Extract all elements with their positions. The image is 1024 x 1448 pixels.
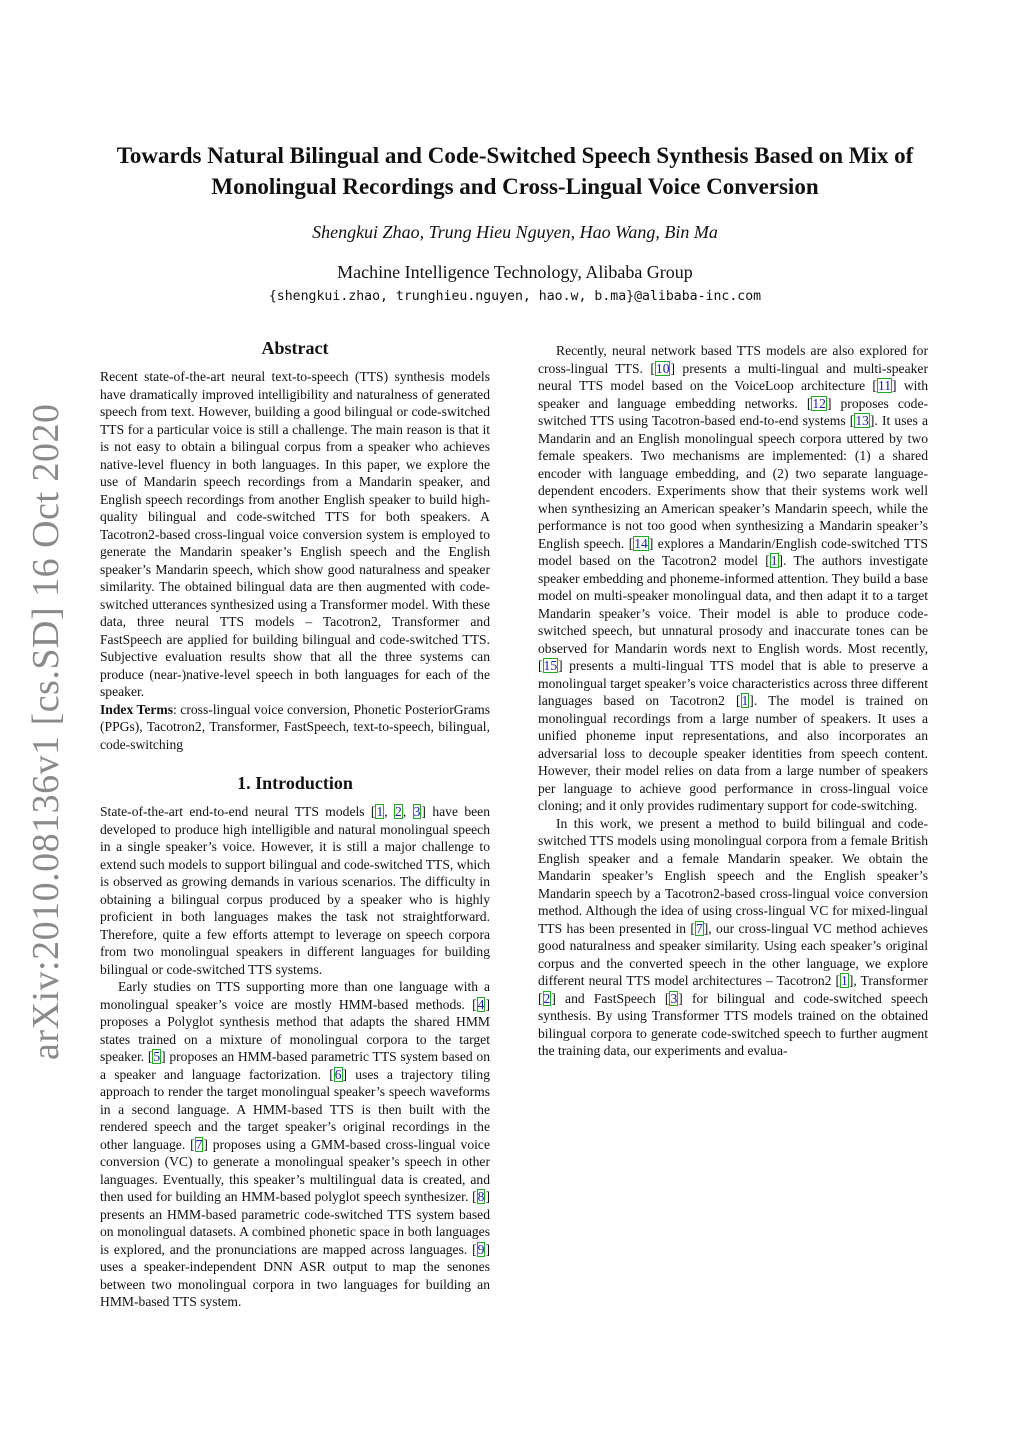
paragraph-text: ] proposes using a GMM-based cross-lingual voice conversion (VC) to generate a monolingual speaker’s speech in other languages. Eventually, this speaker’s multilingual data is created, and then used for building an HMM-based polyglot speech synthesizer. [ — [100, 1136, 490, 1204]
paragraph-text: ] presents a multi-lingual and multi-speaker neural TTS model based on the VoiceLoop architecture [ — [538, 360, 928, 393]
affiliation: Machine Intelligence Technology, Alibaba Group — [337, 262, 693, 282]
citation-link[interactable]: 2 — [543, 990, 551, 1006]
citation-link[interactable]: 7 — [695, 920, 703, 936]
paragraph-text: ] proposes code-switched TTS using Tacotron-based end-to-end systems [ — [538, 395, 929, 428]
author-list: Shengkui Zhao, Trung Hieu Nguyen, Hao Wang, Bin Ma — [312, 222, 718, 242]
citation-link[interactable]: 15 — [543, 658, 558, 673]
paragraph-text: ] explores a Mandarin/English code-switched TTS model based on the Tacotron2 model [ — [538, 535, 928, 568]
intro-paragraph-2 — [100, 978, 490, 1311]
intro-paragraph-4 — [538, 815, 928, 1060]
paragraph-text: ], Transformer [ — [538, 973, 928, 1006]
paragraph-text: ]. The model is trained on monolingual recordings from a large number of speakers. It uses a unified phoneme input representations, and also incorporates an adversarial loss to decouple speaker identities from speech content. However, their model relies on data from a large number of speakers per language to achieve good performance in cross-lingual voice cloning; and it only provides rudimentary support for code-switching. — [538, 693, 928, 813]
paragraph-text: ]. The authors investigate speaker embedding and phoneme-informed attention. They build a base model on multi-speaker monolingual data, and then adapt it to a target Mandarin speaker’s voice. Their model is able to produce code-switched speech, but unnatural prosody and inaccurate tones can be observed for Mandarin words next to English words. Most recently, [ — [538, 553, 928, 673]
citation-link[interactable]: 10 — [655, 360, 670, 376]
paragraph-text: , — [402, 804, 413, 819]
paragraph-text: , — [384, 804, 395, 819]
citation-link[interactable]: 14 — [634, 535, 648, 551]
intro-paragraph-3 — [538, 342, 928, 815]
citation-link[interactable]: 1 — [376, 804, 384, 819]
paragraph-text: In this work, we present a method to build bilingual and code-switched TTS models using monolingual corpora from a female British English speaker and a female Mandarin speaker. We obtain the Mandarin speaker’s English speech and the English speaker’s Mandarin speech by a Tacotron2-based cross-lingual voice conversion method. Although the idea of using cross-lingual VC for mixed-lingual TTS has been presented in [ — [538, 815, 928, 936]
paragraph-text: ] and FastSpeech [ — [551, 990, 670, 1006]
paragraph-text: ] for bilingual and code-switched speech synthesis. By using Transformer TTS models trained on the obtained bilingual corpora to generate code-switched speech to further augment the training data, our experiments and evalua- — [538, 990, 928, 1058]
paragraph-text: State-of-the-art end-to-end neural TTS models [ — [100, 804, 376, 819]
paper-title: Towards Natural Bilingual and Code-Switched Speech Synthesis Based on Mix of Monolingual Recordings and Cross-Lingual Voice Conversion — [116, 143, 914, 199]
citation-link[interactable]: 4 — [477, 996, 485, 1012]
author-emails: {shengkui.zhao, trunghieu.nguyen, hao.w, b.ma}@alibaba-inc.com — [268, 289, 762, 304]
paragraph-text: ] proposes an HMM-based parametric TTS system based on a speaker and language factorization. [ — [100, 1049, 490, 1082]
paragraph-text: Early studies on TTS supporting more than one language with a monolingual speaker’s voice are mostly HMM-based methods. [ — [100, 979, 490, 1012]
citation-link[interactable]: 1 — [841, 973, 848, 988]
citation-link[interactable]: 7 — [195, 1136, 203, 1152]
paragraph-text: ] proposes a Polyglot synthesis method that adapts the shared HMM states trained on a mixture of monolingual corpora to the target speaker. [ — [100, 996, 490, 1064]
paragraph-text: ] presents an HMM-based parametric code-switched TTS system based on monolingual datasets. A combined phonetic space in both languages is explored, and the pronunciations are mapped across languages. [ — [100, 1189, 490, 1257]
citation-link[interactable]: 1 — [770, 553, 778, 568]
citation-link[interactable]: 3 — [413, 804, 421, 819]
index-terms — [100, 701, 490, 754]
paragraph-text: ], our cross-lingual VC method achieves good naturalness and speaker similarity. Using each speaker’s original corpus and the converted speech in the other language, we explore different neural TTS model architectures – Tacotron2 [ — [538, 920, 928, 988]
citation-link[interactable]: 13 — [855, 413, 869, 428]
paragraph-text: ] uses a speaker-independent DNN ASR output to map the senones between two monolingual corpora in two languages for building an HMM-based TTS system. — [100, 1241, 490, 1309]
citation-link[interactable]: 12 — [812, 395, 826, 411]
paragraph-text: ] have been developed to produce high intelligible and natural monolingual speech in a single speaker’s voice. However, it is still a major challenge to extend such models to support bilingual and code-switched TTS, which is observed as growing demands in various scenarios. The difficulty in obtaining a bilingual corpus produced by a speaker who is highly proficient in both languages makes the task not straightforward. Therefore, quite a few efforts attempt to leverage on speech corpora from two monolingual speakers in different languages for building bilingual or code-switched TTS systems. — [100, 804, 491, 977]
index-terms-text: : cross-lingual voice conversion, Phonetic PosteriorGrams (PPGs), Tacotron2, Transformer, FastSpeech, text-to-speech, bilingual, code-switching — [100, 701, 490, 752]
citation-link[interactable]: 6 — [334, 1066, 342, 1082]
index-terms-label: Index Terms — [100, 701, 174, 717]
paragraph-text: ] uses a trajectory tiling approach to render the target monolingual speaker’s speech waveforms in a second language. A HMM-based TTS is then built with the rendered speech and the target speaker’s original recordings in the other language. [ — [100, 1066, 490, 1152]
paragraph-text: ]. It uses a Mandarin and an English monolingual speech corpora uttered by two female speakers. Two mechanisms are implemented: (1) a shared encoder with language embedding, and (2) two separate language-dependent encoders. Experiments show that their systems work well when synthesizing an American speaker’s Mandarin speech, while the performance is not too good when synthesizing a Mandarin speaker’s English speech. [ — [538, 413, 928, 551]
citation-link[interactable]: 2 — [395, 804, 402, 819]
citation-link[interactable]: 1 — [741, 693, 749, 708]
citation-link[interactable]: 3 — [670, 990, 678, 1006]
intro-paragraph-1 — [100, 803, 490, 978]
paragraph-text: ] presents a multi-lingual TTS model that is able to preserve a monolingual target speaker’s voice characteristics across three different languages based on Tacotron2 [ — [538, 658, 928, 708]
arxiv-identifier-stamp: arXiv:2010.08136v1 [cs.SD] 16 Oct 2020 — [25, 403, 67, 1060]
paragraph-text: Recently, neural network based TTS models are also explored for cross-lingual TTS. [ — [538, 343, 928, 376]
introduction-heading: 1. Introduction — [237, 773, 353, 793]
abstract-text: Recent state-of-the-art neural text-to-speech (TTS) synthesis models have dramatically improved intelligibility and naturalness of generated speech from text. However, building a good bilingual or code-switched TTS for a particular voice is still a challenge. The main reason is that it is not easy to obtain a bilingual corpus from a speaker who achieves native-level fluency in both languages. In this paper, we explore the use of Mandarin speech recordings from a Mandarin speaker, and English speech recordings from another English speaker to build high-quality bilingual and code-switched TTS for both speakers. A Tacotron2-based cross-lingual voice conversion system is employed to generate the Mandarin speaker’s English speech and the English speaker’s Mandarin speech, which show good naturalness and speaker similarity. The obtained bilingual data are then augmented with code-switched utterances synthesized using a Transformer model. With these data, three neural TTS models – Tacotron2, Transformer and FastSpeech are applied for building bilingual and code-switched TTS. Subjective evaluation results show that all the three systems can produce (near-)native-level speech in both languages for each of the speaker. — [100, 369, 490, 699]
left-column — [100, 336, 490, 1311]
citation-link[interactable]: 8 — [477, 1189, 485, 1204]
citation-link[interactable]: 5 — [153, 1049, 161, 1064]
paragraph-text: ] with speaker and language embedding networks. [ — [538, 378, 929, 411]
abstract-heading: Abstract — [261, 338, 329, 358]
citation-link[interactable]: 9 — [477, 1241, 485, 1257]
right-column — [538, 342, 928, 1060]
citation-link[interactable]: 11 — [877, 378, 892, 393]
